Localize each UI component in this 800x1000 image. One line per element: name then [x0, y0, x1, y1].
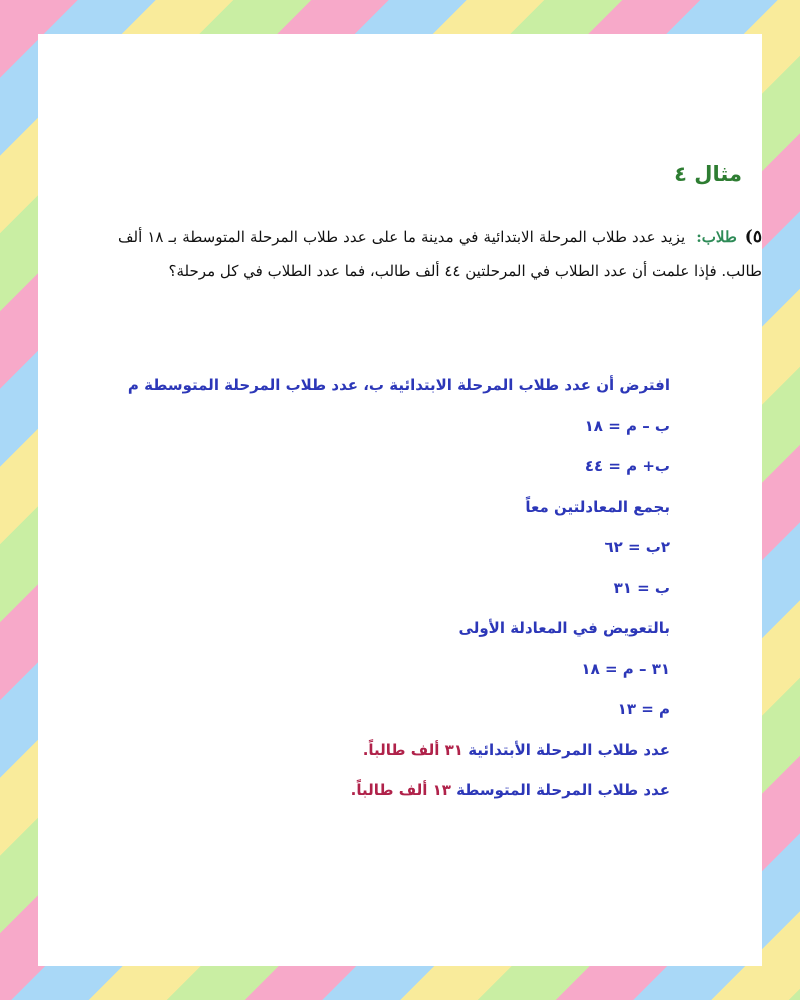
equation-b: ب = ٣١: [613, 578, 670, 597]
equation-substituted: ٣١ – م = ١٨: [581, 659, 670, 678]
equation-sum: ب+ م = ٤٤: [584, 457, 670, 475]
solution-assumption: افترض أن عدد طلاب المرحلة الابتدائية ب، عدد طلاب المرحلة المتوسطة م: [127, 376, 670, 394]
equation-m: م = ١٣: [617, 700, 670, 718]
answer-middle-value: ١٣ ألف طالباً.: [350, 781, 451, 799]
step-substitute: بالتعويض في المعادلة الأولى: [458, 619, 670, 637]
step-add-equations: بجمع المعادلتين معاً: [525, 497, 670, 516]
equation-2b: ٢ب = ٦٢: [604, 538, 670, 556]
problem-tag: طلاب:: [696, 228, 737, 246]
equation-difference: ب – م = ١٨: [584, 416, 670, 435]
problem-number: ٥): [744, 227, 762, 247]
answer-middle: [80, 770, 670, 811]
example-title: مثال ٤: [674, 162, 742, 186]
answer-primary: [80, 730, 670, 771]
answer-primary-label: عدد طلاب المرحلة الأبتدائية: [468, 740, 670, 759]
solution-block: [80, 365, 670, 811]
answer-middle-label: عدد طلاب المرحلة المتوسطة: [456, 781, 670, 799]
problem-text: يزيد عدد طلاب المرحلة الابتدائية في مدينة ما على عدد طلاب المرحلة المتوسطة بـ ١٨ ألف طالب. فإذا علمت أن عدد الطلاب في المرحلتين ٤٤ ألف طالب، فما عدد الطلاب في كل مرحلة؟: [118, 228, 762, 280]
answer-primary-value: ٣١ ألف طالباً.: [362, 740, 463, 759]
problem-statement: [118, 220, 762, 288]
